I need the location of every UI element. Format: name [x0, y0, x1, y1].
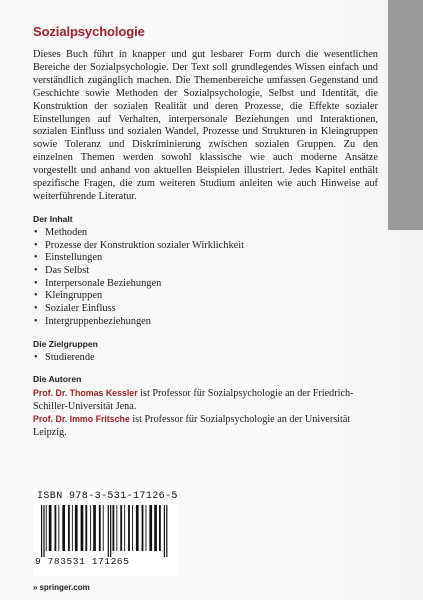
barcode-bar: [43, 505, 44, 557]
authors-heading: Die Autoren: [33, 374, 82, 385]
barcode-bar: [99, 505, 101, 551]
isbn-label: ISBN 978-3-531-17126-5: [37, 491, 178, 502]
publisher-url: springer.com: [39, 583, 90, 592]
book-title: Sozialpsychologie: [33, 24, 145, 39]
barcode-bar: [159, 505, 161, 551]
barcode-bar: [55, 505, 57, 551]
barcode-bar: [93, 505, 96, 551]
barcode-bar: [58, 505, 59, 551]
barcode-bar: [41, 505, 42, 557]
barcode-digits: 9 783531 171265: [35, 556, 130, 567]
list-item: • Intergruppenbeziehungen: [34, 315, 151, 327]
barcode-bar: [46, 505, 47, 551]
author-description: ist Professor für Sozialpsychologie an der Universität Leipzig.: [33, 414, 351, 438]
list-item: • Sozialer Einfluss: [34, 303, 116, 315]
list-item: • Methoden: [34, 226, 88, 238]
barcode-bar: [116, 505, 117, 551]
list-item: • Kleingruppen: [34, 290, 103, 302]
barcode-bar: [124, 505, 125, 551]
barcode-bar: [103, 505, 104, 551]
publisher-link[interactable]: [33, 583, 90, 592]
bullet-icon: •: [34, 277, 38, 289]
bullet-icon: •: [34, 264, 38, 276]
barcode-bars: [39, 505, 171, 557]
contents-list: [33, 227, 378, 329]
author-entry: [33, 413, 378, 439]
list-item: • Einstellungen: [34, 252, 103, 264]
list-item: • Interpersonale Beziehungen: [34, 277, 162, 289]
barcode-bar: [146, 505, 147, 551]
barcode-bar: [120, 505, 122, 551]
barcode-bar: [108, 505, 109, 557]
barcode-bar: [113, 505, 115, 551]
contents-heading: Der Inhalt: [33, 213, 73, 224]
barcode-bar: [136, 505, 139, 551]
audience-list: [33, 352, 378, 365]
barcode-bar: [132, 505, 133, 551]
barcode-bar: [75, 505, 78, 551]
list-item: • Prozesse der Konstruktion sozialer Wirklichkeit: [34, 239, 245, 251]
barcode-bar: [142, 505, 144, 551]
author-name: Prof. Dr. Immo Fritsche: [33, 414, 130, 425]
bullet-icon: •: [34, 226, 38, 238]
list-item: • Das Selbst: [34, 264, 90, 276]
barcode-bar: [72, 505, 73, 551]
description-paragraph: Dieses Buch führt in knapper und gut lesbarer Form durch die wesentlichen Bereiche der Sozialpsychologie. Der Text soll grundlegendes Wissen einfach und verständlich zugänglich machen. Die Themenbereiche umfassen Gegenstand und Geschichte sowie Methoden der Sozialpsychologie, Selbst und Identität, die Konstruktion der sozialen Realität und deren Prozesse, die Effekte sozialer Einstellungen auf Verhalten, interpersonale Beziehungen und Interaktionen, sozialen Einfluss und sozialen Wandel, Prozesse und Strukturen in Kleingruppen sowie Toleranz und Diskriminierung zwischen sozialen Gruppen. Zu den einzelnen Themen werden sowohl klassische wie auch moderne Ansätze vorgestellt und anhand von aktuellen Beispielen illustriert. Jedes Kapitel enthält spezifische Fragen, die zum weiteren Studium anleiten wie auch Hinweise auf weiterführende Literatur.: [33, 49, 378, 202]
barcode-bar: [149, 505, 152, 551]
bullet-icon: •: [34, 303, 38, 315]
barcode-bar: [154, 505, 157, 551]
barcode-bar: [128, 505, 130, 551]
cover-text: [33, 24, 378, 440]
author-entry: [33, 387, 378, 413]
barcode-bar: [90, 505, 91, 551]
bullet-icon: •: [34, 315, 38, 327]
barcode-bar: [164, 505, 165, 557]
barcode-bar: [49, 505, 52, 551]
barcode: [33, 488, 179, 576]
barcode-bar: [166, 505, 167, 557]
arrow-icon: »: [33, 583, 38, 592]
author-name: Prof. Dr. Thomas Kessler: [33, 388, 138, 399]
bullet-icon: •: [34, 252, 38, 264]
bullet-icon: •: [34, 239, 38, 251]
bullet-icon: •: [34, 290, 38, 302]
author-description: ist Professor für Sozialpsychologie an der Friedrich-Schiller-Universität Jena.: [33, 388, 354, 412]
list-item: • Studierende: [34, 351, 95, 363]
barcode-bar: [110, 505, 111, 557]
grey-side-bar: [388, 0, 423, 230]
barcode-bar: [68, 505, 70, 551]
barcode-bar: [62, 505, 65, 551]
audience-heading: Die Zielgruppen: [33, 338, 98, 349]
barcode-bar: [81, 505, 84, 551]
barcode-bar: [85, 505, 87, 551]
bullet-icon: •: [34, 351, 38, 363]
